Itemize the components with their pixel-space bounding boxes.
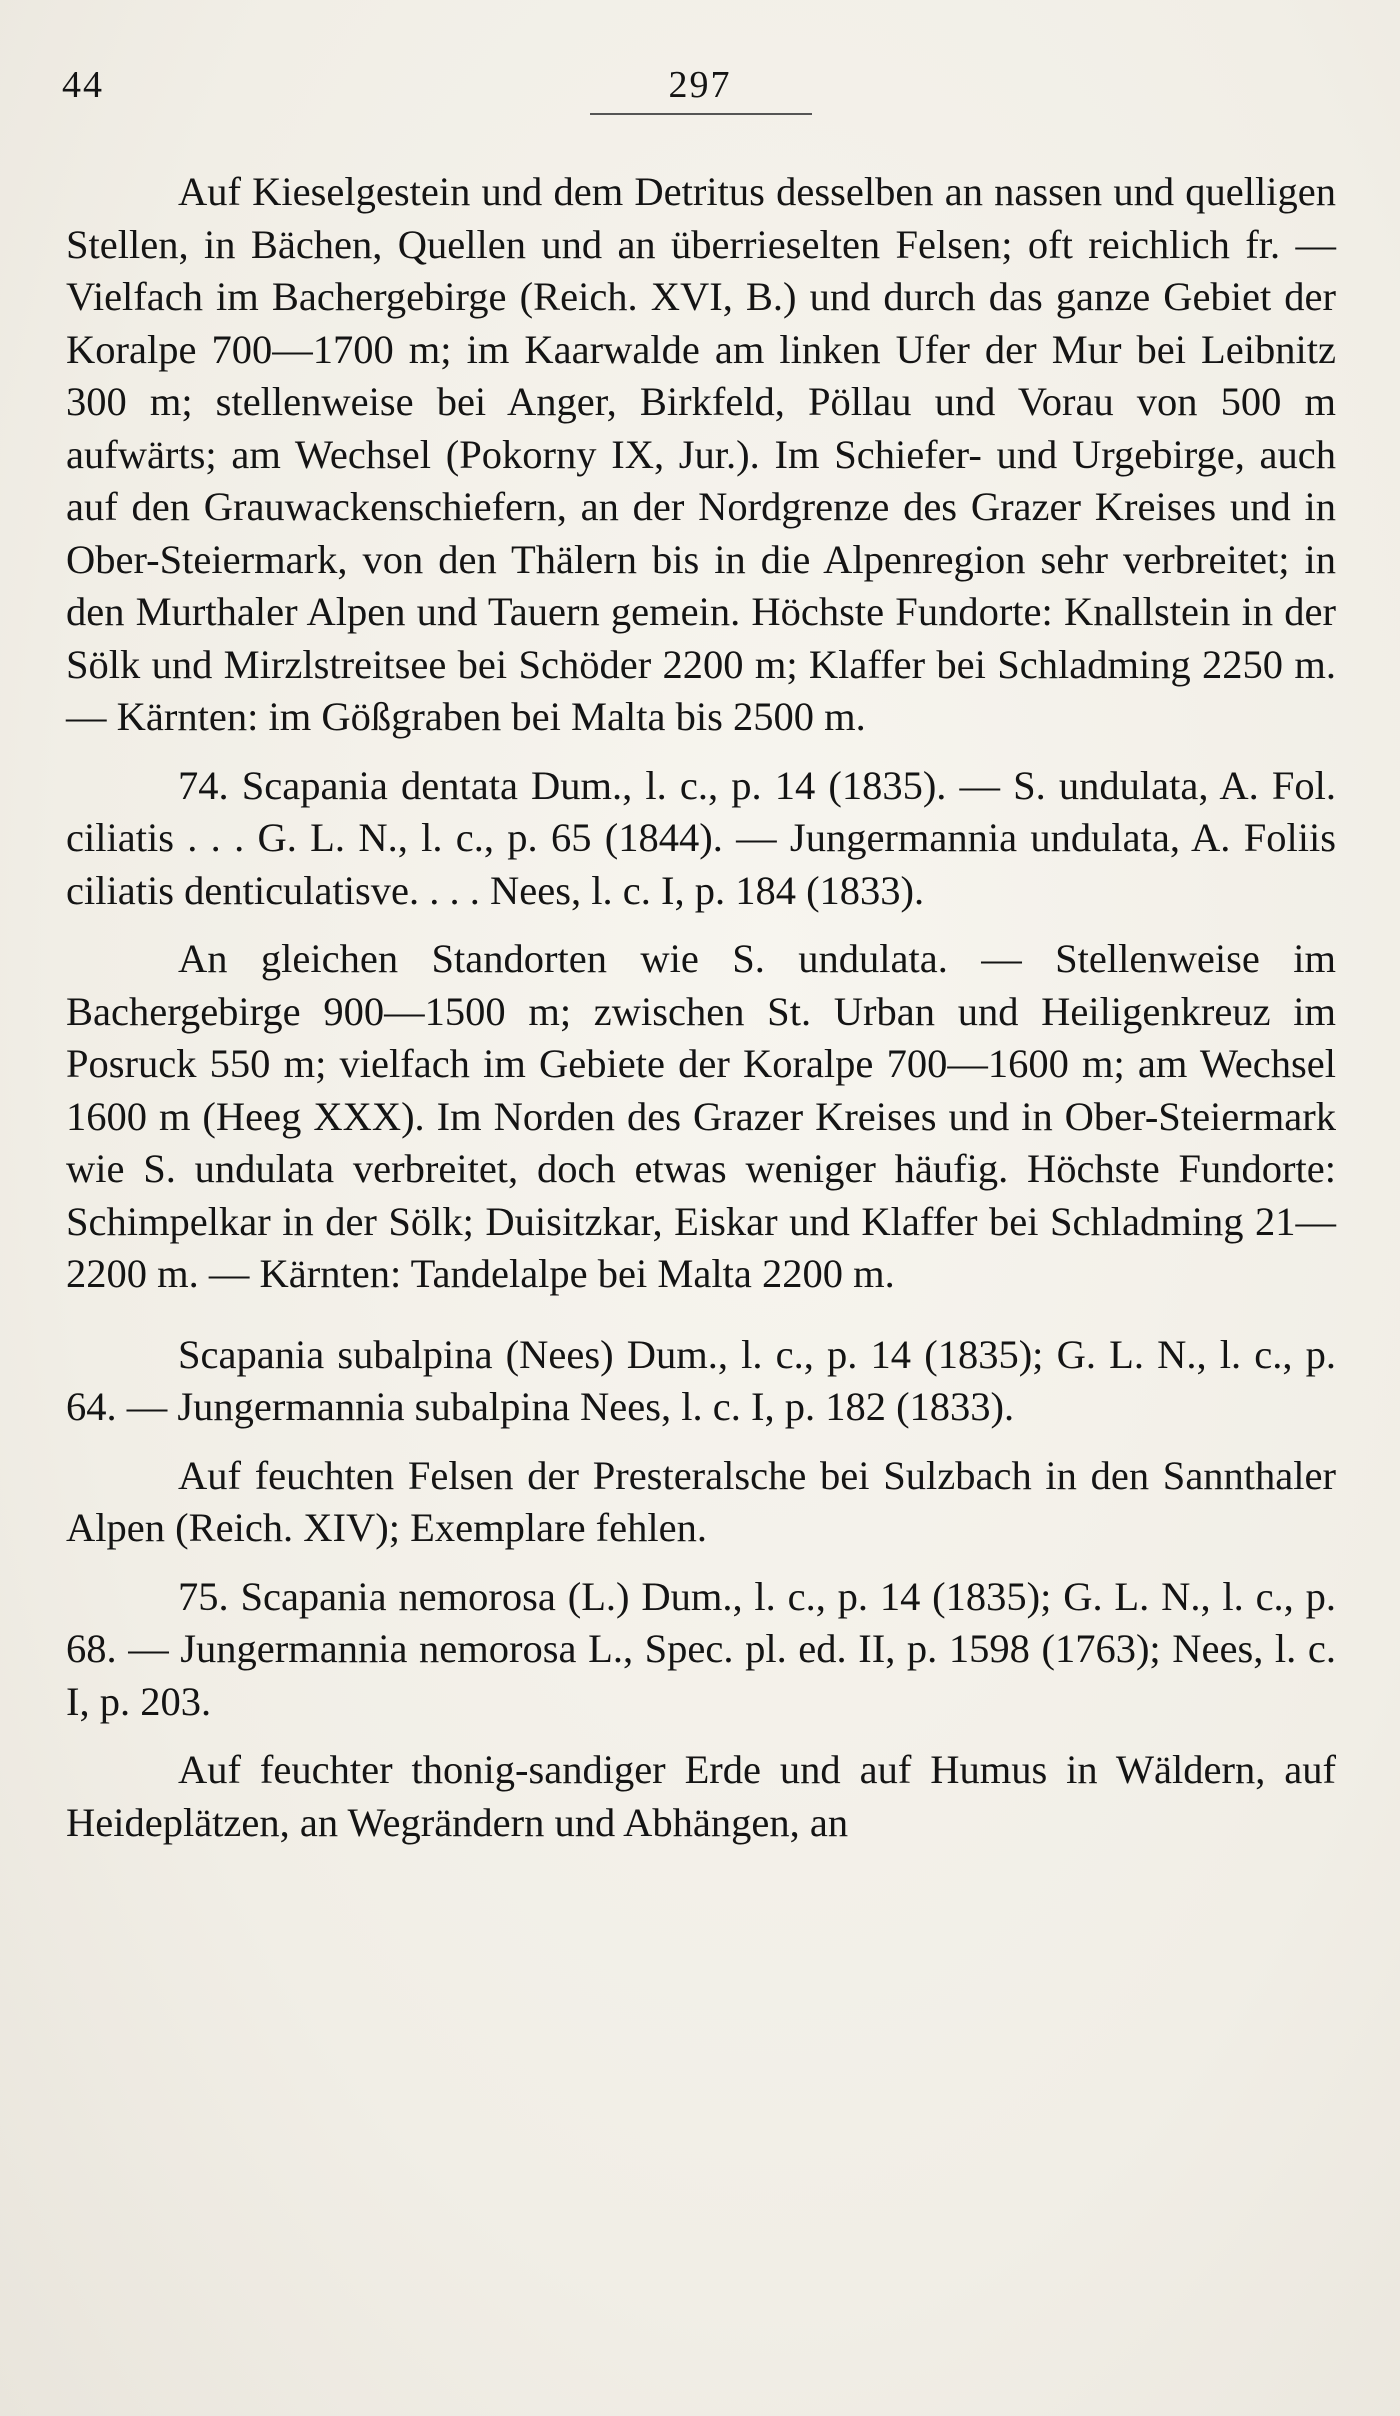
paragraph-habitat-74: An gleichen Standorten wie S. undulata. — Stellenweise im Bachergebirge 900—1500 m; zwischen St. Urban und Heiligenkreuz im Posruck 550 m; vielfach im Gebiete der Koralpe 700—1600 m; am Wechsel 1600 m (Heeg XXX). Im Norden des Grazer Kreises und in Ober-Steiermark wie S. undulata verbreitet, doch etwas weniger häufig. Höchste Fundorte: Schimpelkar in der Sölk; Duisitzkar, Eiskar und Klaffer bei Schladming 21—2200 m. — Kärnten: Tandelalpe bei Malta 2200 m. xyxy=(66,936,1336,1296)
paragraph-species-subalpina: Scapania subalpina (Nees) Dum., l. c., p. 14 (1835); G. L. N., l. c., p. 64. — Jungermannia subalpina Nees, l. c. I, p. 182 (1833). xyxy=(66,1331,1336,1429)
paragraph-species-74: 74. Scapania dentata Dum., l. c., p. 14 (1835). — S. undulata, A. Fol. ciliatis . . . G. L. N., l. c., p. 65 (1844). — Jungermannia undulata, A. Foliis ciliatis denticulatisve. . . . Nees, l. c. I, p. 184 (1833). xyxy=(66,762,1336,913)
page-header xyxy=(0,55,1400,115)
header-rule xyxy=(590,113,812,115)
page-body xyxy=(66,166,1336,1849)
paragraph-species-75: 75. Scapania nemorosa (L.) Dum., l. c., p. 14 (1835); G. L. N., l. c., p. 68. — Jungermannia nemorosa L., Spec. pl. ed. II, p. 1598 (1763); Nees, l. c. I, p. 203. xyxy=(66,1573,1336,1724)
page-number-left: 44 xyxy=(62,64,104,106)
paragraph-habitat-75: Auf feuchter thonig-sandiger Erde und auf Humus in Wäldern, auf Heideplätzen, an Wegrändern und Abhängen, an xyxy=(66,1747,1336,1845)
paragraph-habitat-subalpina: Auf feuchten Felsen der Presteralsche bei Sulzbach in den Sannthaler Alpen (Reich. XIV); Exemplare fehlen. xyxy=(66,1452,1336,1550)
page-number-center: 297 xyxy=(668,64,732,106)
paragraph-habitat-1: Auf Kieselgestein und dem Detritus desselben an nassen und quelligen Stellen, in Bächen, Quellen und an überrieselten Felsen; oft reichlich fr. — Vielfach im Bachergebirge (Reich. XVI, B.) und durch das ganze Gebiet der Koralpe 700—1700 m; im Kaarwalde am linken Ufer der Mur bei Leibnitz 300 m; stellenweise bei Anger, Birkfeld, Pöllau und Vorau von 500 m aufwärts; am Wechsel (Pokorny IX, Jur.). Im Schiefer- und Urgebirge, auch auf den Grauwackenschiefern, an der Nordgrenze des Grazer Kreises und in Ober-Steiermark, von den Thälern bis in die Alpenregion sehr verbreitet; in den Murthaler Alpen und Tauern gemein. Höchste Fundorte: Knallstein in der Sölk und Mirzlstreitsee bei Schöder 2200 m; Klaffer bei Schladming 2250 m. — Kärnten: im Gößgraben bei Malta bis 2500 m. xyxy=(66,169,1336,739)
